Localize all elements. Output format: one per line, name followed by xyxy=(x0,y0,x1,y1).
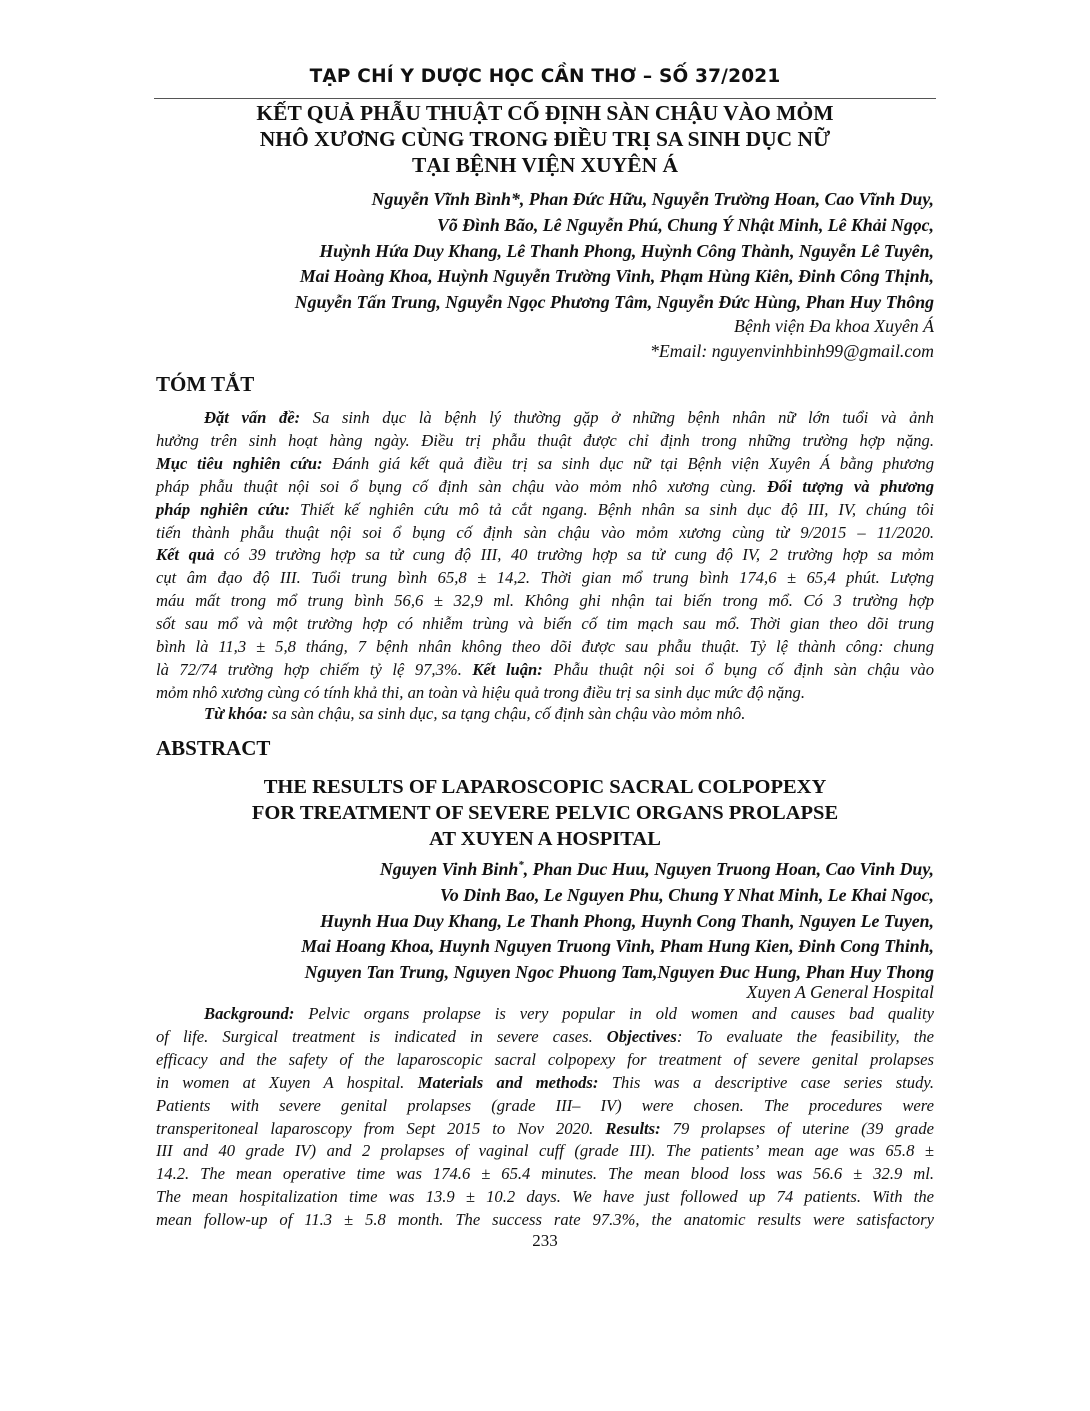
abstract-line: là 72/74 trường hợp chiếm tỷ lệ 97,3%. Kết luận: Phẫu thuật nội soi ổ bụng cố định sàn chậu vào xyxy=(156,659,934,679)
ket-qua-label: Kết quả xyxy=(156,545,215,565)
dat-van-de-label: Đặt vấn đề: xyxy=(204,408,301,427)
author-line: Võ Đình Bão, Lê Nguyễn Phú, Chung Ý Nhật Minh, Lê Khải Ngọc, xyxy=(437,214,934,235)
doi-tuong-label: Đối tượng và phương xyxy=(766,476,934,496)
abstract-line: sốt sau mổ và một trường hợp có nhiễm trùng và biến cố tim mạch sau mổ. Thời gian theo dõi trung xyxy=(156,614,934,634)
muc-tieu-label: Mục tiêu nghiên cứu: xyxy=(156,453,323,473)
keywords-text: sa sàn chậu, sa sinh dục, sa tạng chậu, cố định sàn chậu vào mỏm nhô. xyxy=(267,704,746,723)
author-line: Huynh Hua Duy Khang, Le Thanh Phong, Huynh Cong Thanh, Nguyen Le Tuyen, xyxy=(320,910,934,931)
doi-tuong-label-cont: pháp nghiên cứu: xyxy=(156,499,291,519)
vietnamese-title-line: TẠI BỆNH VIỆN XUYÊN Á xyxy=(411,153,678,177)
abstract-line: of life. Surgical treatment is indicated in severe cases. Objectives: To evaluate the feasibility, the xyxy=(156,1026,934,1046)
author-line: Mai Hoang Khoa, Huynh Nguyen Truong Vinh, Pham Hung Kien, Đinh Cong Thinh, xyxy=(301,936,934,957)
abstract-line: in women at Xuyen A hospital. Materials and methods: This was a descriptive case series study. xyxy=(156,1072,934,1092)
english-title-line: FOR TREATMENT OF SEVERE PELVIC ORGANS PROLAPSE xyxy=(251,802,839,824)
vietnamese-title xyxy=(150,100,940,178)
abstract-line: transperitoneal laparoscopy from Sept 2015 to Nov 2020. Results: 79 prolapses of uterine (39 grade xyxy=(156,1118,934,1138)
abstract-line: máu mất trong mổ trung bình 56,6 ± 32,9 ml. Không ghi nhận tai biến trong mổ. Có 3 trường hợp xyxy=(156,591,934,611)
vietnamese-title-line: KẾT QUẢ PHẪU THUẬT CỐ ĐỊNH SÀN CHẬU VÀO MỎM xyxy=(256,101,834,125)
author-line: Huỳnh Hứa Duy Khang, Lê Thanh Phong, Huỳnh Công Thành, Nguyễn Lê Tuyên, xyxy=(319,240,934,261)
english-abstract xyxy=(156,1003,934,1232)
materials-label: Materials and methods: xyxy=(417,1072,599,1092)
keywords-label: Từ khóa: xyxy=(204,704,268,723)
abstract-line: hưởng trên sinh hoạt hàng ngày. Điều trị phẫu thuật được chỉ định trong những trường hợp nặng. xyxy=(156,430,934,450)
abstract-line: The mean hospitalization time was 13.9 ± 10.2 days. We have just followed up 74 patients. With the xyxy=(156,1187,934,1207)
english-affiliation: Xuyen A General Hospital xyxy=(746,982,934,1002)
abstract-line: mỏm nhô xương cùng có tính khả thi, an toàn và hiệu quả trong điều trị sa sinh dục mức độ nặng. xyxy=(156,682,806,702)
vietnamese-title-line: NHÔ XƯƠNG CÙNG TRONG ĐIỀU TRỊ SA SINH DỤC NỮ xyxy=(259,127,831,151)
abstract-line: Mục tiêu nghiên cứu: Đánh giá kết quả điều trị sa sinh dục nữ tại Bệnh viện Xuyên Á bằng phương xyxy=(156,453,934,473)
corresponding-mark: * xyxy=(518,859,524,871)
corresponding-email: *Email: nguyenvinhbinh99@gmail.com xyxy=(649,341,934,361)
vietnamese-affiliation: Bệnh viện Đa khoa Xuyên Á xyxy=(734,316,934,336)
abstract-line: pháp nghiên cứu: Thiết kế nghiên cứu mô tả cắt ngang. Bệnh nhân sa sinh dục độ III, IV, chúng tôi xyxy=(156,499,935,519)
abstract-line: Patients with severe genital prolapses (grade III– IV) were chosen. The procedures were xyxy=(156,1095,934,1115)
abstract-line: mean follow-up of 11.3 ± 5.8 month. The success rate 97.3%, the anatomic results were satisfactory xyxy=(156,1210,934,1230)
abstract-line: III and 40 grade IV) and 2 prolapses of vaginal cuff (grade III). The patients’ mean age was 65.8 ± xyxy=(156,1141,934,1161)
tom-tat-heading: TÓM TẮT xyxy=(156,372,255,396)
author-line: Nguyen Tan Trung, Nguyen Ngoc Phuong Tam,Nguyen Đuc Hung, Phan Huy Thong xyxy=(304,962,934,983)
keywords xyxy=(204,704,745,724)
results-label: Results: xyxy=(605,1118,661,1138)
abstract-line: bình là 11,3 ± 5,8 tháng, 7 bệnh nhân không theo dõi được sau phẫu thuật. Tỷ lệ thành công: chung xyxy=(156,637,934,657)
journal-header: TẠP CHÍ Y DƯỢC HỌC CẦN THƠ – SỐ 37/2021 xyxy=(309,66,781,87)
abstract-heading: ABSTRACT xyxy=(156,736,271,760)
abstract-line: Đặt vấn đề: Sa sinh dục là bệnh lý thường gặp ở những bệnh nhân nữ lớn tuổi và ảnh xyxy=(204,408,934,427)
background-label: Background: xyxy=(204,1004,295,1023)
english-author-list xyxy=(134,853,934,986)
ket-luan-label: Kết luận: xyxy=(472,659,543,679)
english-title-line: AT XUYEN A HOSPITAL xyxy=(429,828,661,850)
author-line: Nguyen Vinh Binh*, Phan Duc Huu, Nguyen Truong Hoan, Cao Vinh Duy, xyxy=(379,858,934,879)
author-line: Mai Hoàng Khoa, Huỳnh Nguyễn Trường Vinh, Phạm Hùng Kiên, Đinh Công Thịnh, xyxy=(299,266,934,287)
author-line: Nguyễn Tấn Trung, Nguyễn Ngọc Phương Tâm, Nguyễn Đức Hùng, Phan Huy Thông xyxy=(294,292,934,313)
page-number: 233 xyxy=(532,1231,558,1250)
english-title-line: THE RESULTS OF LAPAROSCOPIC SACRAL COLPOPEXY xyxy=(263,776,827,798)
header-rule xyxy=(154,98,936,99)
abstract-line: pháp phẫu thuật nội soi ổ bụng cố định sàn chậu vào mỏm nhô xương cùng. Đối tượng và phương xyxy=(156,476,934,496)
vietnamese-author-list xyxy=(134,187,934,316)
abstract-line: 14.2. The mean operative time was 174.6 ± 65.4 minutes. The mean blood loss was 56.6 ± 32.9 ml. xyxy=(156,1164,934,1184)
author-line: Nguyễn Vĩnh Bình*, Phan Đức Hữu, Nguyễn Trường Hoan, Cao Vĩnh Duy, xyxy=(371,189,934,209)
objectives-label: Objectives xyxy=(606,1026,677,1046)
abstract-line: cụt âm đạo độ III. Tuổi trung bình 65,8 ± 14,2. Thời gian mổ trung bình 174,6 ± 65,4 phút. Lượng xyxy=(156,568,934,588)
abstract-line: Background: Pelvic organs prolapse is very popular in old women and causes bad quality xyxy=(204,1004,934,1023)
english-title xyxy=(150,774,940,852)
author-line: Vo Dinh Bao, Le Nguyen Phu, Chung Y Nhat Minh, Le Khai Ngoc, xyxy=(439,884,934,905)
abstract-line: tiến thành phẫu thuật nội soi ổ bụng cố định sàn chậu vào mỏm xương cùng từ 9/2015 – 11/2020. xyxy=(156,522,934,542)
abstract-line: efficacy and the safety of the laparoscopic sacral colpopexy for treatment of severe genital prolapses xyxy=(156,1049,934,1069)
vietnamese-abstract xyxy=(156,407,934,705)
abstract-line: Kết quả có 39 trường hợp sa tử cung độ III, 40 trường hợp sa tử cung độ IV, 2 trường hợp sa mỏm xyxy=(156,545,934,565)
